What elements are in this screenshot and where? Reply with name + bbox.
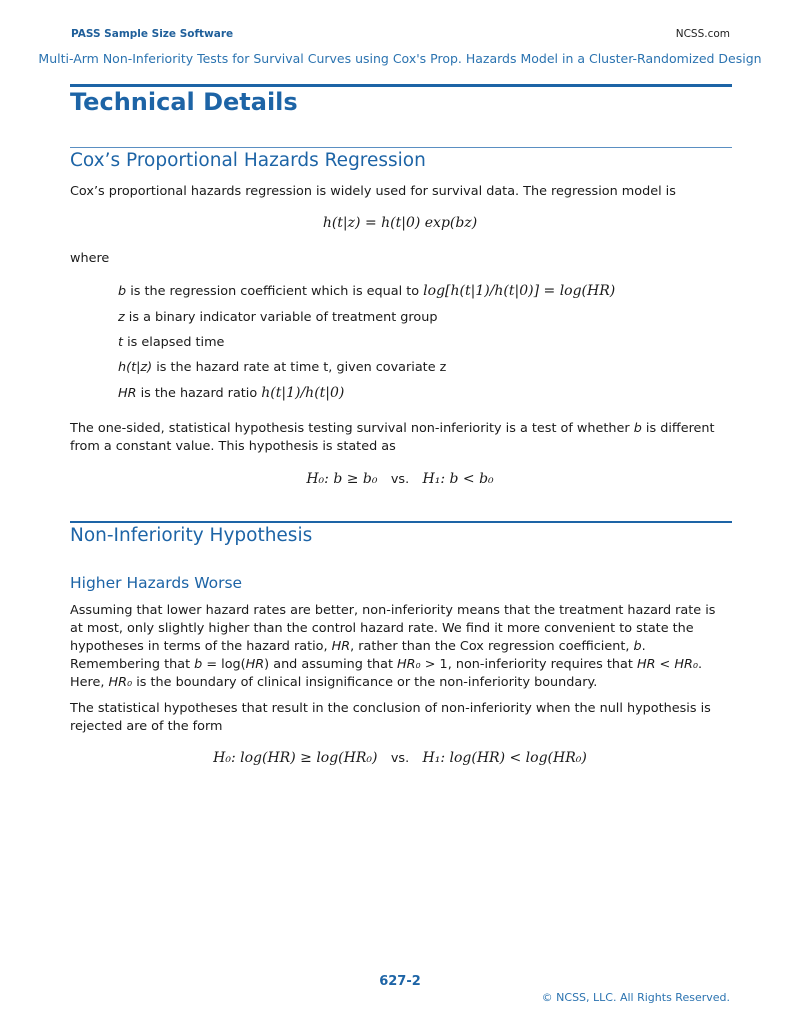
paragraph-symbol: HR bbox=[636, 657, 656, 672]
paragraph-symbol: HR₀ bbox=[674, 657, 698, 672]
paragraph-text: is the boundary of clinical insignificance or the non-inferiority boundary. bbox=[132, 675, 598, 690]
copyright-notice: © NCSS, LLC. All Rights Reserved. bbox=[541, 991, 730, 1004]
section-rule bbox=[70, 521, 732, 523]
section-intro: Cox’s proportional hazards regression is widely used for survival data. The regression model is bbox=[70, 184, 676, 199]
paragraph-text: ) and assuming that bbox=[264, 657, 398, 672]
definition-text: is the hazard ratio bbox=[136, 386, 262, 401]
model-equation bbox=[0, 215, 800, 231]
definition-symbol: h(t|z) bbox=[118, 360, 153, 375]
subsection-heading: Higher Hazards Worse bbox=[70, 574, 243, 592]
definition-text: is a binary indicator variable of treatment group bbox=[124, 310, 438, 325]
definition-item-b bbox=[118, 283, 615, 299]
paragraph-symbol: HR bbox=[331, 639, 351, 654]
paragraph-text: The one-sided, statistical hypothesis testing survival non-inferiority is a test of whether bbox=[70, 421, 634, 436]
header-site: NCSS.com bbox=[675, 28, 730, 40]
alternative-hypothesis: H₁: log(HR) < log(HR₀) bbox=[422, 750, 587, 766]
definition-symbol: HR bbox=[118, 386, 137, 401]
paragraph-symbol: b bbox=[194, 657, 203, 672]
model-equation-text: h(t|z) = h(t|0) exp(bz) bbox=[322, 215, 478, 231]
definition-text: is the hazard rate at time t, given covariate z bbox=[152, 360, 447, 375]
paragraph-text: = log( bbox=[202, 657, 246, 672]
log-hypothesis-equation bbox=[0, 750, 800, 766]
null-hypothesis: H₀: log(HR) ≥ log(HR₀) bbox=[213, 750, 378, 766]
paragraph-text: > 1, non-inferiority requires that bbox=[420, 657, 637, 672]
definition-item-htz bbox=[118, 360, 446, 375]
document-subtitle: Multi-Arm Non-Inferiority Tests for Survival Curves using Cox's Prop. Hazards Model in a Cluster-Randomized Design bbox=[38, 51, 762, 66]
header-rule bbox=[70, 84, 732, 87]
hypotheses-form-paragraph: The statistical hypotheses that result in the conclusion of non-inferiority when the null hypothesis is rejected are of the form bbox=[70, 701, 711, 734]
paragraph-text: < bbox=[655, 657, 675, 672]
null-hypothesis: H₀: b ≥ b₀ bbox=[306, 471, 378, 487]
vs-label: vs. bbox=[390, 472, 410, 487]
paragraph-symbol: HR bbox=[245, 657, 265, 672]
paragraph-symbol: b bbox=[633, 421, 642, 436]
noninferiority-paragraph bbox=[70, 602, 732, 692]
definition-item-hr bbox=[118, 385, 344, 401]
section-rule bbox=[70, 147, 732, 148]
paragraph-symbol: b bbox=[633, 639, 642, 654]
definition-item-t bbox=[118, 335, 224, 350]
definition-symbol: z bbox=[118, 310, 125, 325]
definition-symbol: b bbox=[118, 284, 127, 299]
alternative-hypothesis: H₁: b < b₀ bbox=[422, 471, 494, 487]
definition-text: is the regression coefficient which is equal to bbox=[126, 284, 424, 299]
hypothesis-paragraph bbox=[70, 420, 732, 456]
paragraph-text: is different from a constant value. This hypothesis is stated as bbox=[70, 421, 715, 454]
paragraph-symbol: HR₀ bbox=[397, 657, 421, 672]
header-product: PASS Sample Size Software bbox=[71, 28, 234, 40]
paragraph-text: Assuming that lower hazard rates are better, non-inferiority means that the treatment hazard rate is at most, only slightly higher than the control hazard rate. We find it more convenient to state the hypotheses in terms of the hazard ratio, bbox=[70, 603, 716, 654]
paragraph-symbol: HR₀ bbox=[108, 675, 133, 690]
page-number: 627-2 bbox=[379, 974, 421, 989]
definition-item-z bbox=[118, 310, 437, 325]
paragraph-text: . Remembering that bbox=[70, 639, 646, 672]
paragraph-text: , rather than the Cox regression coefficient, bbox=[350, 639, 634, 654]
hypothesis-equation bbox=[0, 471, 800, 487]
definition-text: is elapsed time bbox=[123, 335, 225, 350]
paragraph-text: . Here, bbox=[70, 657, 703, 690]
section-heading-noninferiority: Non-Inferiority Hypothesis bbox=[70, 525, 313, 546]
definition-math: h(t|1)/h(t|0) bbox=[261, 385, 345, 401]
definition-symbol: t bbox=[118, 335, 124, 350]
page-title: Technical Details bbox=[70, 88, 298, 116]
vs-label: vs. bbox=[390, 751, 410, 766]
where-label: where bbox=[70, 251, 110, 266]
section-heading-cox: Cox’s Proportional Hazards Regression bbox=[70, 150, 426, 171]
definition-math: log[h(t|1)/h(t|0)] = log(HR) bbox=[423, 283, 616, 299]
